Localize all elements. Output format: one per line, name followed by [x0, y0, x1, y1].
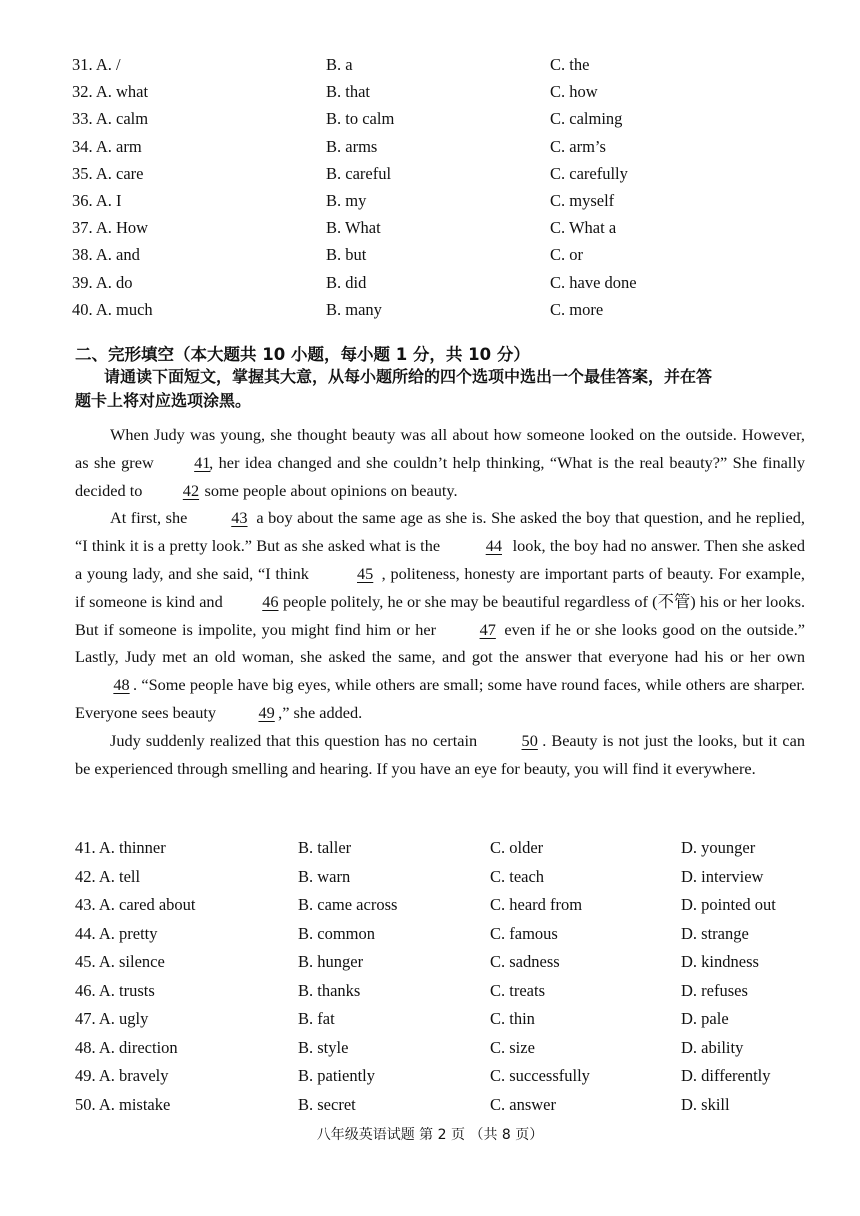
option-d: D. strange — [681, 923, 749, 943]
option-a: 36. A. I — [72, 190, 122, 210]
option-b: B. my — [326, 190, 367, 210]
option-a: 39. A. do — [72, 272, 133, 292]
section-instruction — [75, 365, 804, 413]
section1-options — [0, 55, 860, 327]
option-c: C. size — [490, 1037, 535, 1057]
option-row-49 — [0, 1066, 860, 1095]
option-c: C. teach — [490, 866, 545, 886]
passage-text: When Judy was young, she thought beauty was all about how someone looked on the outside. However, as she grew — [75, 425, 805, 472]
option-row-34 — [0, 137, 860, 164]
option-d: D. pale — [681, 1009, 729, 1028]
option-a: 40. A. much — [72, 299, 153, 319]
passage-text: some people about opinions on beauty. — [200, 480, 458, 500]
option-a: 31. A. / — [72, 55, 121, 74]
option-d: D. pointed out — [681, 895, 776, 914]
option-row-39 — [0, 273, 860, 300]
option-c: C. more — [550, 299, 604, 319]
option-b: B. that — [326, 82, 370, 102]
option-c: C. successfully — [490, 1066, 590, 1085]
section-title: 二、完形填空（本大题共 10 小题，每小题 1 分，共 10 分） — [75, 345, 530, 364]
option-b: B. patiently — [298, 1066, 375, 1085]
passage-text: a boy about the same age as she is. She asked the boy that question, and he replied, “I think it is a pretty look.” But as she asked what is the — [75, 508, 805, 556]
option-b: B. warn — [298, 866, 351, 886]
option-row-46 — [0, 981, 860, 1010]
blank-50: 50 — [521, 730, 538, 750]
option-a: 35. A. care — [72, 163, 144, 183]
blank-41: 41 — [194, 452, 211, 472]
passage-paragraph-1 — [75, 421, 805, 504]
option-b: B. common — [298, 923, 375, 943]
page-footer: 八年级英语试题 第 2 页 （共 8 页） — [316, 1127, 544, 1143]
blank-44: 44 — [485, 536, 502, 556]
option-a: 49. A. bravely — [75, 1066, 169, 1085]
option-row-37 — [0, 218, 860, 245]
option-d: D. interview — [681, 866, 764, 886]
option-row-47 — [0, 1009, 860, 1038]
option-c: C. thin — [490, 1009, 535, 1028]
passage-text: At first, she — [110, 508, 192, 528]
option-d: D. refuses — [681, 980, 748, 1000]
option-a: 50. A. mistake — [75, 1094, 171, 1114]
option-a: 42. A. tell — [75, 866, 141, 886]
option-c: C. What a — [550, 218, 617, 238]
option-b: B. careful — [326, 163, 392, 183]
option-a: 37. A. How — [72, 218, 149, 238]
passage-text: ,” she added. — [278, 702, 363, 722]
option-c: C. treats — [490, 980, 545, 1000]
option-c: C. myself — [550, 190, 615, 210]
blank-46: 46 — [262, 591, 279, 611]
option-c: C. famous — [490, 923, 558, 943]
option-row-45 — [0, 952, 860, 981]
option-b: B. hunger — [298, 952, 364, 971]
blank-47: 47 — [479, 619, 496, 639]
option-a: 45. A. silence — [75, 952, 165, 971]
option-a: 48. A. direction — [75, 1037, 178, 1057]
option-a: 34. A. arm — [72, 136, 142, 156]
passage-text: Judy suddenly realized that this question has no certain — [110, 730, 483, 750]
option-row-35 — [0, 164, 860, 191]
blank-48: 48 — [113, 675, 130, 695]
cloze-passage — [75, 421, 805, 782]
option-row-33 — [0, 109, 860, 136]
option-d: D. ability — [681, 1037, 744, 1057]
passage-text: . “Some people have big eyes, while others are small; some have round faces, while others are sharper. Everyone sees beauty — [75, 675, 805, 722]
option-b: B. but — [326, 245, 367, 265]
option-c: C. calming — [550, 109, 623, 129]
option-d: D. differently — [681, 1066, 771, 1085]
option-c: C. how — [550, 82, 598, 102]
option-b: B. to calm — [326, 109, 395, 129]
option-b: B. did — [326, 272, 367, 292]
option-a: 46. A. trusts — [75, 980, 155, 1000]
option-row-42 — [0, 867, 860, 896]
option-row-50 — [0, 1095, 860, 1124]
passage-paragraph-3 — [75, 727, 805, 783]
option-a: 47. A. ugly — [75, 1009, 149, 1028]
option-b: B. thanks — [298, 980, 361, 1000]
option-a: 33. A. calm — [72, 109, 149, 129]
option-c: C. sadness — [490, 952, 560, 971]
option-b: B. fat — [298, 1009, 335, 1028]
option-b: B. taller — [298, 838, 352, 857]
option-a: 38. A. and — [72, 245, 140, 265]
blank-43: 43 — [231, 508, 248, 528]
option-b: B. a — [326, 55, 353, 74]
option-row-40 — [0, 300, 860, 327]
passage-text: even if he or she looks good on the outside.” Lastly, Judy met an old woman, she asked the same, and got the answer that everyone had his or her own — [75, 619, 806, 667]
option-c: C. carefully — [550, 163, 628, 183]
option-c: C. answer — [490, 1094, 556, 1114]
option-row-31 — [0, 55, 860, 82]
option-b: B. many — [326, 299, 382, 319]
option-row-41 — [0, 838, 860, 867]
option-c: C. or — [550, 245, 583, 265]
passage-text: . Beauty is not just the looks, but it can be experienced through smelling and hearing. If you have an eye for beauty, you will find it everywhere. — [75, 730, 805, 778]
option-b: B. style — [298, 1037, 349, 1057]
option-d: D. kindness — [681, 952, 759, 971]
option-a: 32. A. what — [72, 82, 149, 102]
option-row-36 — [0, 191, 860, 218]
option-c: C. the — [550, 55, 590, 74]
passage-text: , politeness, honesty are important parts of beauty. For example, if someone is kind and — [75, 563, 805, 611]
instruction-line-1: 请通读下面短文，掌握其大意，从每小题所给的四个选项中选出一个最佳答案，并在答 — [104, 367, 713, 386]
option-row-48 — [0, 1038, 860, 1067]
blank-49: 49 — [258, 702, 275, 722]
option-c: C. older — [490, 838, 544, 857]
option-c: C. arm’s — [550, 136, 606, 156]
option-a: 41. A. thinner — [75, 838, 166, 857]
section2-options — [0, 838, 860, 1123]
blank-42: 42 — [182, 480, 200, 500]
option-b: B. secret — [298, 1094, 356, 1114]
option-d: D. skill — [681, 1094, 730, 1114]
option-c: C. heard from — [490, 895, 583, 914]
option-row-44 — [0, 924, 860, 953]
option-c: C. have done — [550, 272, 637, 292]
passage-text: , her idea changed and she couldn’t help thinking, “What is the real beauty?” She finally decided to — [75, 452, 805, 500]
option-a: 43. A. cared about — [75, 895, 196, 914]
passage-text: people politely, he or she may be beautiful regardless of (不管) his or her looks. But if someone is impolite, you might find him or her — [75, 591, 806, 639]
instruction-line-2: 题卡上将对应选项涂黑。 — [75, 391, 252, 410]
option-b: B. arms — [326, 136, 378, 156]
option-row-32 — [0, 82, 860, 109]
option-a: 44. A. pretty — [75, 923, 158, 943]
option-d: D. younger — [681, 838, 756, 857]
passage-paragraph-2 — [75, 504, 805, 726]
passage-text: look, the boy had no answer. Then she asked a young lady, and she said, “I think — [75, 536, 805, 583]
option-b: B. came across — [298, 895, 398, 914]
option-row-43 — [0, 895, 860, 924]
option-row-38 — [0, 245, 860, 272]
option-b: B. What — [326, 218, 381, 238]
blank-45: 45 — [357, 563, 374, 583]
